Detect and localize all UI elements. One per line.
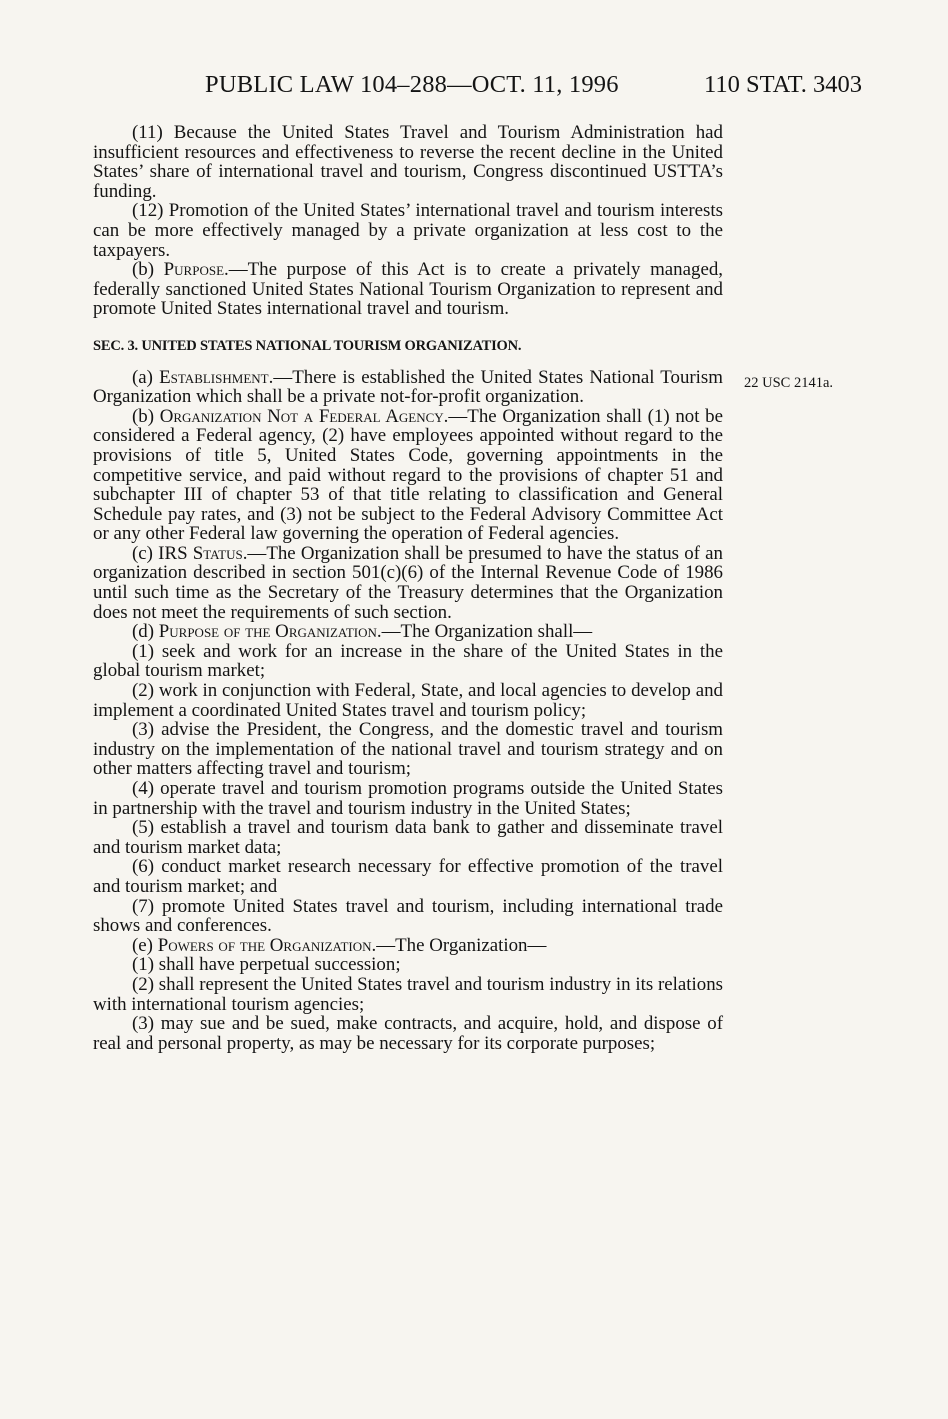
subsection-d-item-1: (1) seek and work for an increase in the share of the United States in the global tourism market; bbox=[93, 640, 723, 682]
subsection-b-label: (b) bbox=[132, 405, 155, 427]
subsection-d-item-2: (2) work in conjunction with Federal, State, and local agencies to develop and implement a coordinated United States travel and tourism policy; bbox=[93, 680, 723, 721]
subsection-e: (e) Powers of the Organization.—The Organization— bbox=[132, 934, 547, 956]
body-text bbox=[93, 123, 723, 1053]
subsection-c-heading: IRS Status bbox=[158, 542, 243, 564]
subsection-e-text: The Organization— bbox=[395, 934, 547, 956]
subsection-d-item-7: (7) promote United States travel and tourism, including international trade shows and conferences. bbox=[93, 895, 723, 937]
subsection-d-item-6: (6) conduct market research necessary for effective promotion of the travel and tourism market; and bbox=[93, 856, 723, 897]
purpose-label: (b) bbox=[132, 259, 155, 281]
subsection-e-heading: Powers of the Organization bbox=[157, 934, 372, 956]
subsection-d-heading: Purpose of the Organization bbox=[158, 621, 377, 643]
finding-11: (11) Because the United States Travel and Tourism Administration had insufficient resources and effectiveness to reverse the recent decline in the United States’ share of international travel and tourism, Congress discontinued USTTA’s funding. bbox=[93, 122, 723, 202]
subsection-d-item-3: (3) advise the President, the Congress, and the domestic travel and tourism industry on the implementation of the national travel and tourism strategy and on other matters affecting travel and tourism; bbox=[93, 719, 723, 780]
subsection-b: (b) Organization Not a Federal Agency.—The Organization shall (1) not be considered a Federal agency, (2) have employees appointed without regard to the provisions of title 5, United States Code, governing appointments in the competitive service, and paid without regard to the provisions of chapter 51 and subchapter III of chapter 53 of that title relating to classification and General Schedule pay rates, and (3) not be subject to the Federal Advisory Committee Act or any other Federal law governing the operation of Federal agencies. bbox=[93, 405, 723, 545]
running-head-title: PUBLIC LAW 104–288—OCT. 11, 1996 bbox=[205, 71, 619, 98]
subsection-e-item-2: (2) shall represent the United States travel and tourism industry in its relations with international tourism agencies; bbox=[93, 973, 723, 1015]
finding-12: (12) Promotion of the United States’ international travel and tourism interests can be more effectively managed by a private organization at less cost to the taxpayers. bbox=[93, 200, 723, 261]
purpose-heading: Purpose bbox=[163, 259, 225, 281]
subsection-c-text: The Organization shall be presumed to have the status of an organization described in section 501(c)(6) of the Internal Revenue Code of 1986 until such time as the Secretary of the Treasury determines that the Organization does not meet the requirements of such section. bbox=[93, 542, 723, 623]
subsection-d-item-4: (4) operate travel and tourism promotion programs outside the United States in partnership with the travel and tourism industry in the United States; bbox=[93, 778, 723, 819]
subsection-d-label: (d) bbox=[132, 621, 155, 643]
subsection-c-label: (c) bbox=[132, 542, 153, 564]
subsection-c: (c) IRS Status.—The Organization shall be presumed to have the status of an organization described in section 501(c)(6) of the Internal Revenue Code of 1986 until such time as the Secretary of the Treasury determines that the Organization does not meet the requirements of such section. bbox=[93, 542, 723, 623]
subsection-b-text: The Organization shall (1) not be considered a Federal agency, (2) have employees appointed without regard to the provisions of title 5, United States Code, governing appointments in the competitive service, and paid without regard to the provisions of chapter 51 and subchapter III of chapter 53 of that title relating to classification and General Schedule pay rates, and (3) not be subject to the Federal Advisory Committee Act or any other Federal law governing the operation of Federal agencies. bbox=[93, 405, 723, 545]
subsection-e-item-1: (1) shall have perpetual succession; bbox=[132, 954, 401, 976]
purpose-paragraph: (b) Purpose.—The purpose of this Act is to create a privately managed, federally sanctioned United States National Tourism Organization to represent and promote United States international travel and tourism. bbox=[93, 259, 724, 320]
subsection-a-text: There is established the United States National Tourism Organization which shall be a private not-for-profit organization. bbox=[93, 366, 723, 408]
section-3-heading: SEC. 3. UNITED STATES NATIONAL TOURISM ORGANIZATION. bbox=[93, 337, 522, 354]
subsection-a-label: (a) bbox=[132, 366, 153, 388]
subsection-e-item-3: (3) may sue and be sued, make contracts, and acquire, hold, and dispose of real and personal property, as may be necessary for its corporate purposes; bbox=[93, 1013, 723, 1054]
subsection-a: (a) Establishment.—There is established the United States National Tourism Organization which shall be a private not-for-profit organization. bbox=[93, 366, 723, 408]
subsection-d-item-5: (5) establish a travel and tourism data bank to gather and disseminate travel and tourism market data; bbox=[93, 817, 723, 858]
running-head-stat: 110 STAT. 3403 bbox=[704, 71, 862, 98]
purpose-text: The purpose of this Act is to create a privately managed, federally sanctioned United States National Tourism Organization to represent and promote United States international travel and tourism. bbox=[93, 259, 724, 320]
subsection-d: (d) Purpose of the Organization.—The Organization shall— bbox=[132, 621, 593, 643]
subsection-e-label: (e) bbox=[132, 934, 153, 956]
subsection-b-heading: Organization Not a Federal Agency bbox=[159, 405, 444, 427]
subsection-d-text: The Organization shall— bbox=[400, 621, 593, 643]
subsection-a-heading: Establishment bbox=[159, 366, 269, 388]
margin-citation: 22 USC 2141a. bbox=[744, 375, 834, 391]
